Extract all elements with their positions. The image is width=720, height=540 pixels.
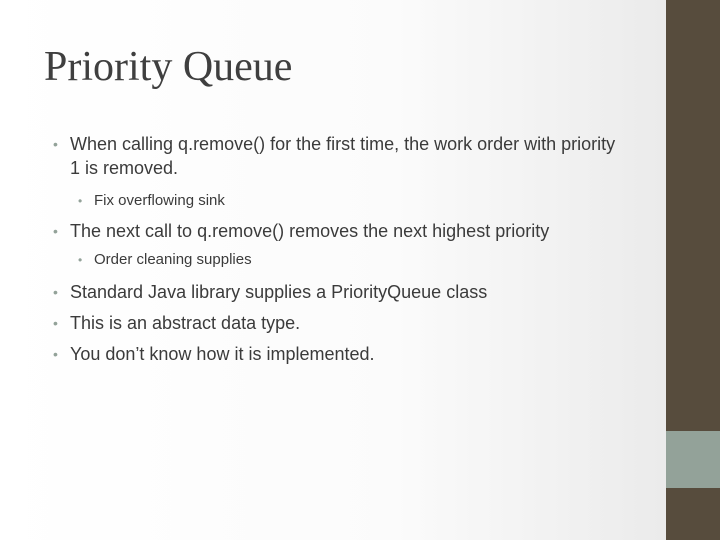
bullet-text: This is an abstract data type. (70, 313, 301, 333)
bullet-text: Standard Java library supplies a PriorityQueue class (70, 282, 488, 302)
bullet-item (53, 219, 630, 243)
bullet-dot-icon: • (53, 315, 58, 331)
bullet-dot-icon: • (78, 194, 83, 208)
slide-title: Priority Queue (44, 44, 293, 90)
bullet-item (53, 311, 630, 335)
sub-bullet-item (78, 191, 614, 211)
bullet-item (53, 342, 630, 366)
theme-sidebar-accent (666, 431, 720, 488)
bullet-dot-icon: • (53, 223, 58, 239)
bullet-text: Fix overflowing sink (94, 192, 225, 209)
bullet-dot-icon: • (78, 253, 83, 267)
bullet-item (53, 132, 630, 180)
bullet-item (53, 280, 630, 304)
bullet-dot-icon: • (53, 136, 58, 152)
bullet-dot-icon: • (53, 346, 58, 362)
sub-bullet-item (78, 250, 614, 270)
bullet-text: When calling q.remove() for the first time, the work order with priority 1 is removed. (70, 134, 616, 178)
bullet-text: Order cleaning supplies (94, 251, 252, 268)
bullet-dot-icon: • (53, 284, 58, 300)
bullet-text: The next call to q.remove() removes the next highest priority (70, 221, 550, 241)
bullet-text: You don’t know how it is implemented. (70, 344, 375, 364)
